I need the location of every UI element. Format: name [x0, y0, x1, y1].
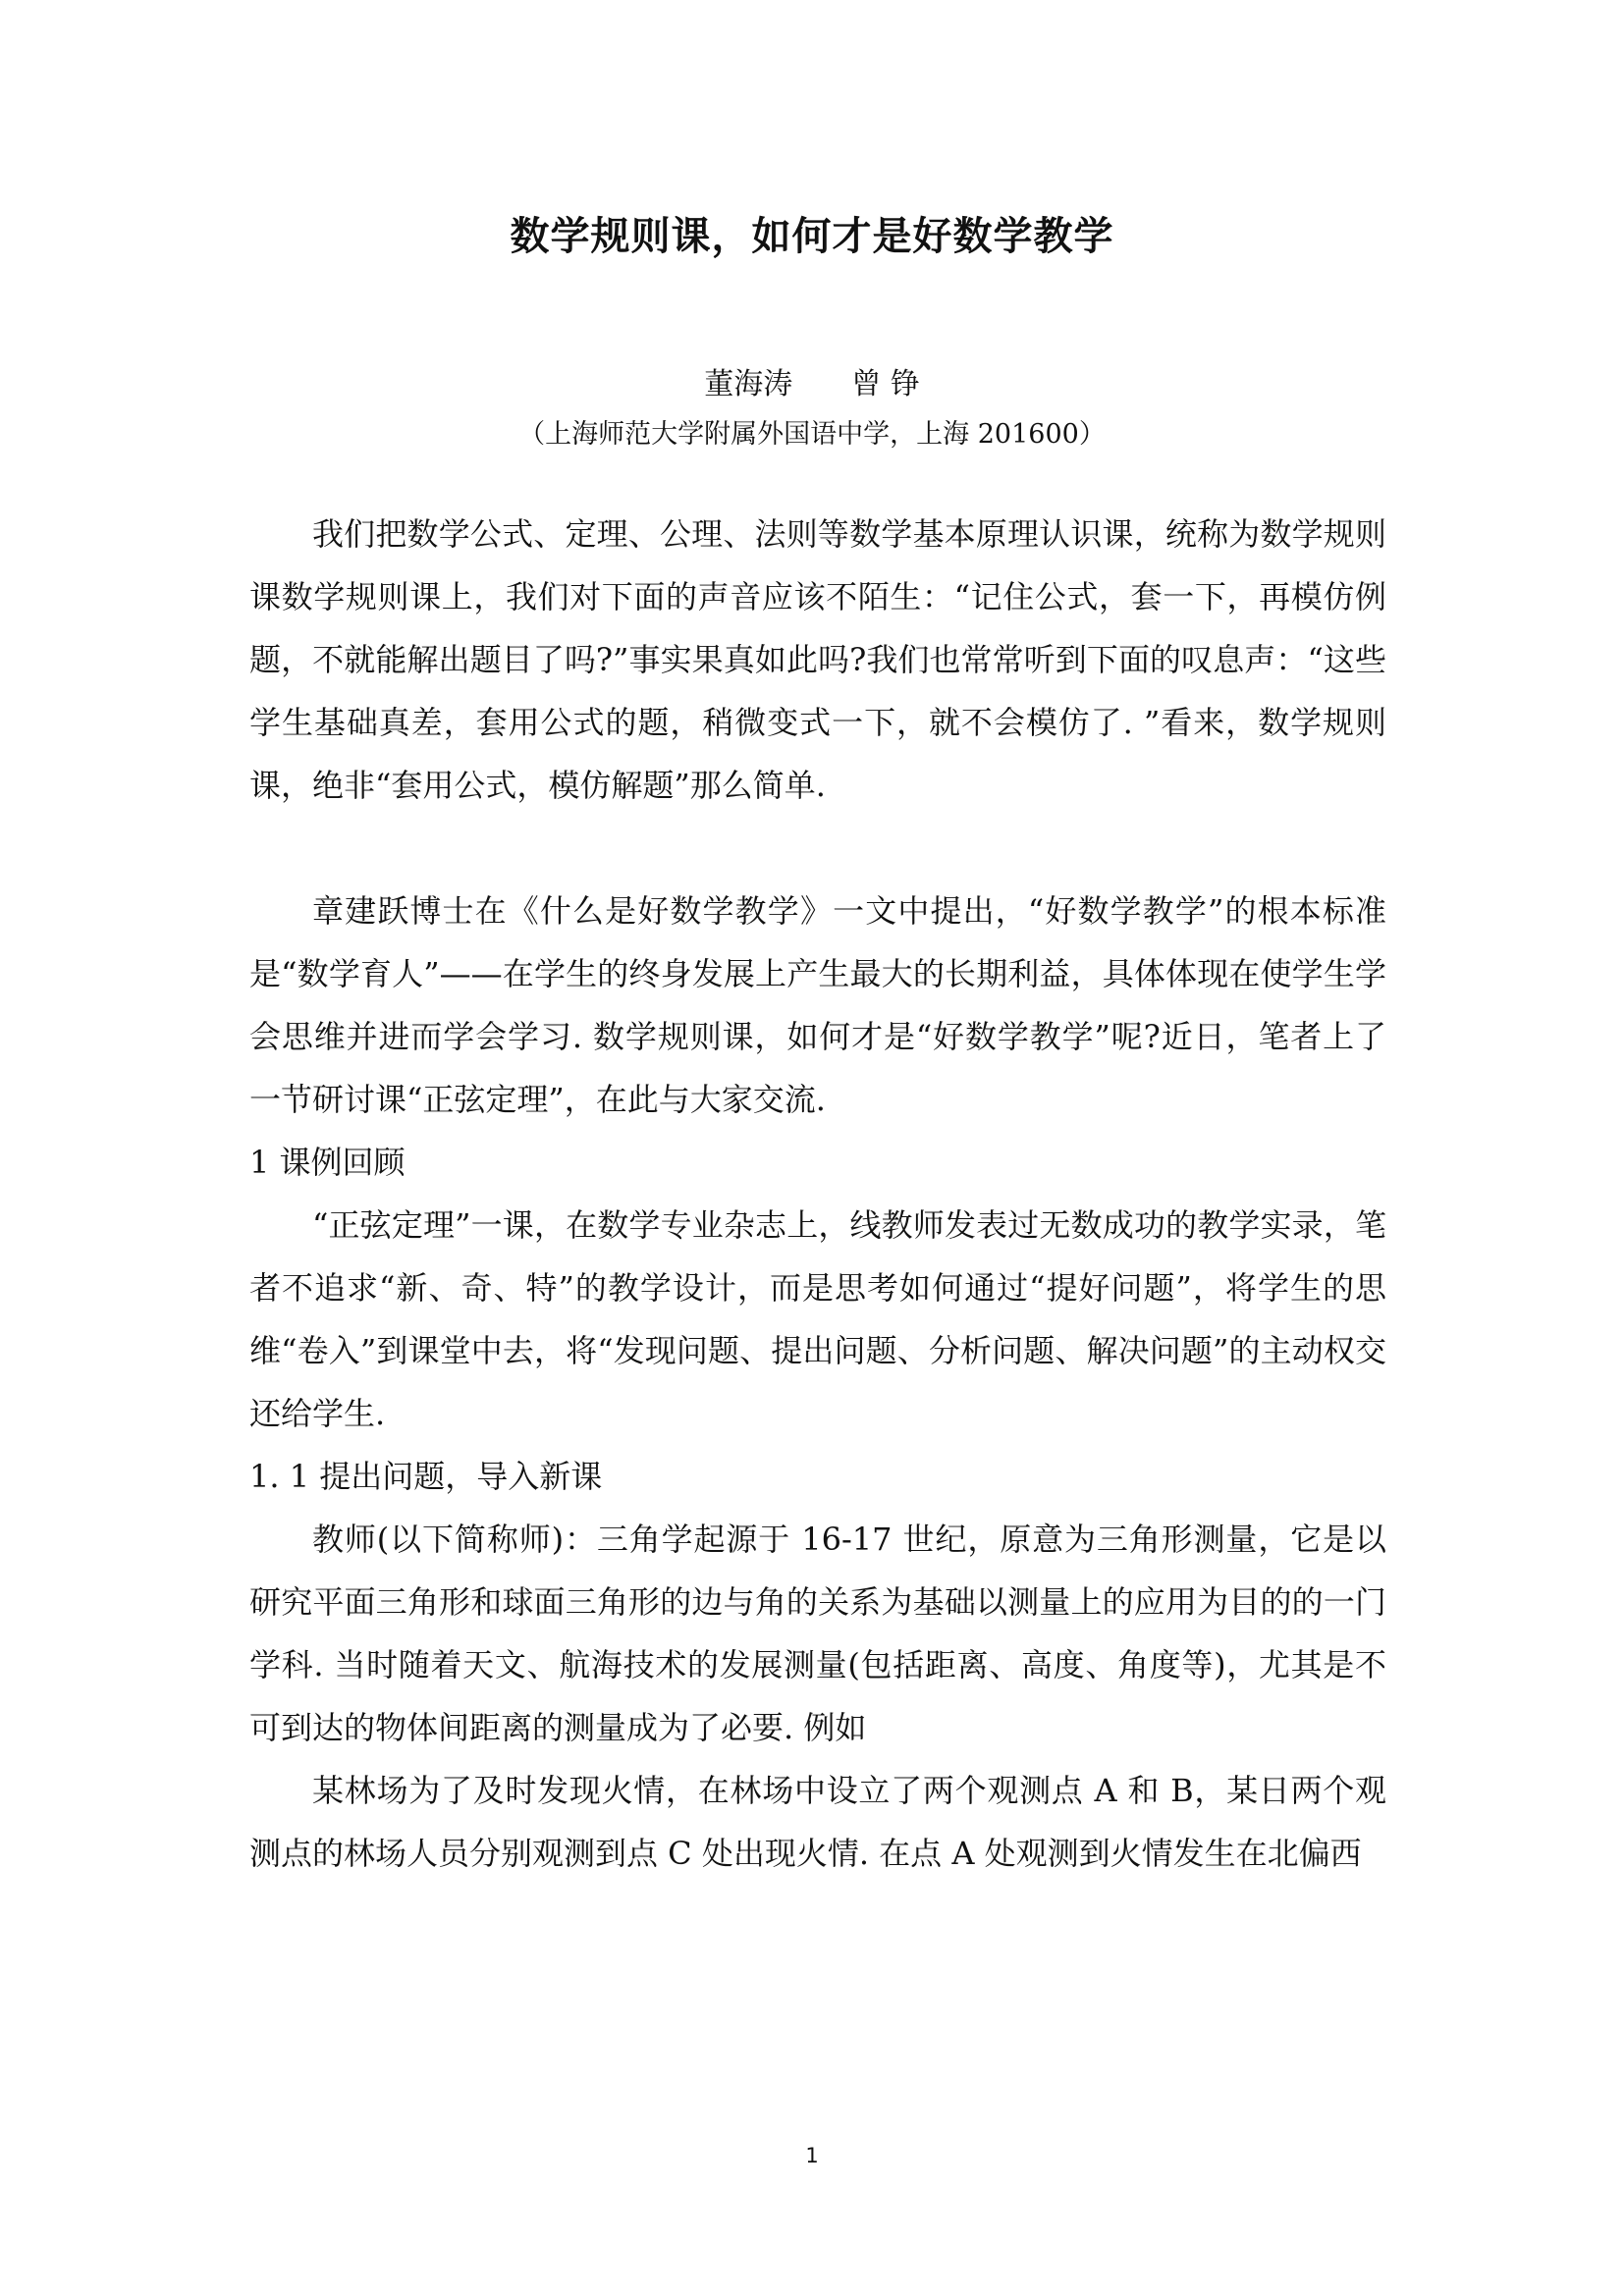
paragraph-standard: 章建跃博士在《什么是好数学教学》一文中提出，“好数学教学”的根本标准是“数学育人”——在学生的终身发展上产生最大的长期利益，具体体现在使学生学会思维并进而学会学习. 数学规则课，如何才是“好数学教学”呢?近日，笔者上了一节研讨课“正弦定理”，在此与大家交流. [249, 892, 1386, 1118]
paragraph-teacher-intro: 教师(以下简称师)：三角学起源于 16-17 世纪，原意为三角形测量，它是以研究平面三角形和球面三角形的边与角的关系为基础以测量上的应用为目的的一门学科. 当时随着天文、航海技术的发展测量(包括距离、高度、角度等)，尤其是不可到达的物体间距离的测量成为了必要. 例如 [249, 1521, 1386, 1746]
page-number: 1 [805, 2144, 819, 2167]
affiliation: （上海师范大学附属外国语中学，上海 201600） [518, 419, 1106, 450]
paragraph-intro: 我们把数学公式、定理、公理、法则等数学基本原理认识课，统称为数学规则课数学规则课上，我们对下面的声音应该不陌生：“记住公式，套一下，再模仿例题，不就能解出题目了吗?”事实果真如此吗?我们也常常听到下面的叹息声：“这些学生基础真差，套用公式的题，稍微变式一下，就不会模仿了. ”看来，数学规则课，绝非“套用公式，模仿解题”那么简单. [249, 515, 1386, 804]
page-title: 数学规则课，如何才是好数学教学 [510, 213, 1114, 259]
section-heading-1: 1 课例回顾 [249, 1144, 406, 1181]
paragraph-forest-example: 某林场为了及时发现火情，在林场中设立了两个观测点 A 和 B，某日两个观测点的林场人员分别观测到点 C 处出现火情. 在点 A 处观测到火情发生在北偏西 [249, 1772, 1386, 1872]
section-heading-1-1: 1. 1 提出问题，导入新课 [249, 1458, 603, 1495]
paragraph-lesson-review: “正弦定理”一课，在数学专业杂志上，线教师发表过无数成功的教学实录，笔者不追求“新、奇、特”的教学设计，而是思考如何通过“提好问题”，将学生的思维“卷入”到课堂中去，将“发现问题、提出问题、分析问题、解决问题”的主动权交还给学生. [249, 1206, 1386, 1432]
authors: 董海涛 曾 铮 [704, 367, 920, 401]
